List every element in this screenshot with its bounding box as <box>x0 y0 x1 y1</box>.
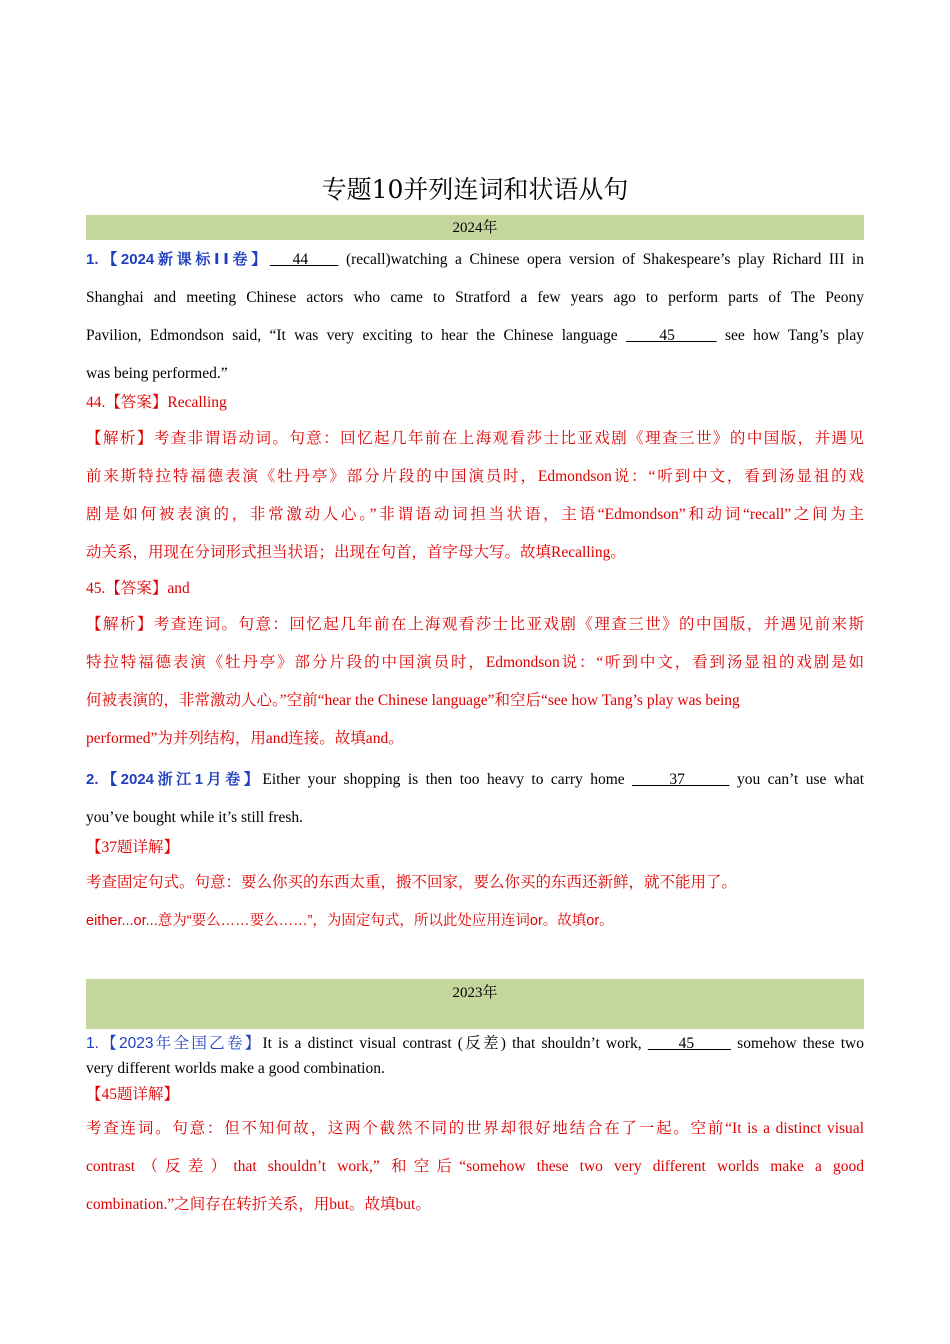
answer-44-heading: 44.【答案】Recalling <box>86 394 227 411</box>
answer-37-heading: 【37题详解】 <box>86 839 180 856</box>
answer-44-analysis <box>86 420 864 572</box>
question-source: 【2023年全国乙卷】 <box>98 1035 263 1052</box>
blank-number: 45 <box>678 1035 695 1052</box>
answer-45-analysis <box>86 606 864 758</box>
question-line: very different worlds make a good combination. <box>86 1060 385 1077</box>
question-text: somehow these two <box>731 1035 865 1052</box>
section-year-label: 2024年 <box>452 220 498 236</box>
question-2 <box>86 761 864 837</box>
analysis-line: 剧是如何被表演的，非常激动人心。”非谓语动词担当状语，主语“Edmondson”和动词“recall”之间为主 <box>86 506 864 523</box>
blank-number: 37 <box>669 771 685 788</box>
question-line: Shanghai and meeting Chinese actors who came to Stratford a few years ago to perform parts of The Peony <box>86 289 864 306</box>
analysis-line: either...or...意为“要么……要么……”，为固定句式，所以此处应用连词or。故填or。 <box>86 913 614 929</box>
page-title: 专题10并列连词和状语从句 <box>321 175 629 204</box>
analysis-line: 特拉特福德表演《牡丹亭》部分片段的中国演员时，Edmondson说：“听到中文，看到汤显祖的戏剧是如 <box>86 654 864 671</box>
section-header-2024 <box>86 215 864 240</box>
question-line <box>86 317 864 355</box>
question-text: It is a distinct visual contrast (反差) that shouldn’t work, <box>262 1035 648 1052</box>
question-number: 1. <box>86 251 99 268</box>
answer-blank-45 <box>648 1035 731 1052</box>
analysis-line: contrast（反差）that shouldn’t work,” 和空后“somehow these two very different worlds make a good <box>86 1158 864 1175</box>
question-number: 2. <box>86 771 99 788</box>
analysis-line: 动关系，用现在分词形式担当状语；出现在句首，首字母大写。故填Recalling。 <box>86 544 626 561</box>
blank-number: 45 <box>659 327 675 344</box>
question-source: 【2024新课标ⅠⅠ卷】 <box>98 251 270 268</box>
analysis-line: 考查连词。句意：但不知何故，这两个截然不同的世界却很好地结合在了一起。空前“It is a distinct visual <box>86 1120 864 1137</box>
question-1 <box>86 241 864 393</box>
answer-blank-44 <box>270 251 338 268</box>
section-header-2023 <box>86 979 864 1029</box>
question-line: was being performed.” <box>86 365 228 382</box>
answer-blank-45 <box>626 327 717 344</box>
question-text: Either your shopping is then too heavy to carry home <box>262 771 633 788</box>
answer-45b-analysis <box>86 1110 864 1224</box>
question-3 <box>86 1031 864 1081</box>
blank-number: 44 <box>292 251 309 268</box>
question-line <box>86 761 864 799</box>
answer-45b-heading: 【45题详解】 <box>86 1086 180 1103</box>
analysis-line: 何被表演的，非常激动人心。”空前“hear the Chinese language”和空后“see how Tang’s play was being <box>86 692 740 709</box>
question-text: see how Tang’s play <box>716 327 864 344</box>
question-text: you can’t use what <box>729 771 865 788</box>
section-year-label: 2023年 <box>452 985 498 1001</box>
question-source: 【2024浙江1月卷】 <box>98 771 263 788</box>
question-text: (recall)watching a Chinese opera version of Shakespeare’s play Richard III in <box>338 251 864 268</box>
analysis-line: 【解析】考查非谓语动词。句意：回忆起几年前在上海观看莎士比亚戏剧《理查三世》的中国版，并遇见 <box>86 430 864 447</box>
analysis-line: 考查固定句式。句意：要么你买的东西太重，搬不回家，要么你买的东西还新鲜，就不能用了。 <box>86 874 738 891</box>
analysis-line: 【解析】考查连词。句意：回忆起几年前在上海观看莎士比亚戏剧《理查三世》的中国版，并遇见前来斯 <box>86 616 864 633</box>
analysis-line: performed”为并列结构，用and连接。故填and。 <box>86 730 404 747</box>
answer-blank-37 <box>632 771 729 788</box>
question-text: Pavilion, Edmondson said, “It was very exciting to hear the Chinese language <box>86 327 627 344</box>
question-line <box>86 1031 864 1056</box>
answer-45-heading: 45.【答案】and <box>86 580 190 597</box>
answer-37-analysis <box>86 864 864 940</box>
question-line <box>86 241 864 279</box>
analysis-line: combination.”之间存在转折关系，用but。故填but。 <box>86 1196 431 1213</box>
analysis-line: 前来斯特拉特福德表演《牡丹亭》部分片段的中国演员时，Edmondson说：“听到中文，看到汤显祖的戏 <box>86 468 864 485</box>
question-number: 1. <box>86 1035 99 1052</box>
question-line: you’ve bought while it’s still fresh. <box>86 809 303 826</box>
